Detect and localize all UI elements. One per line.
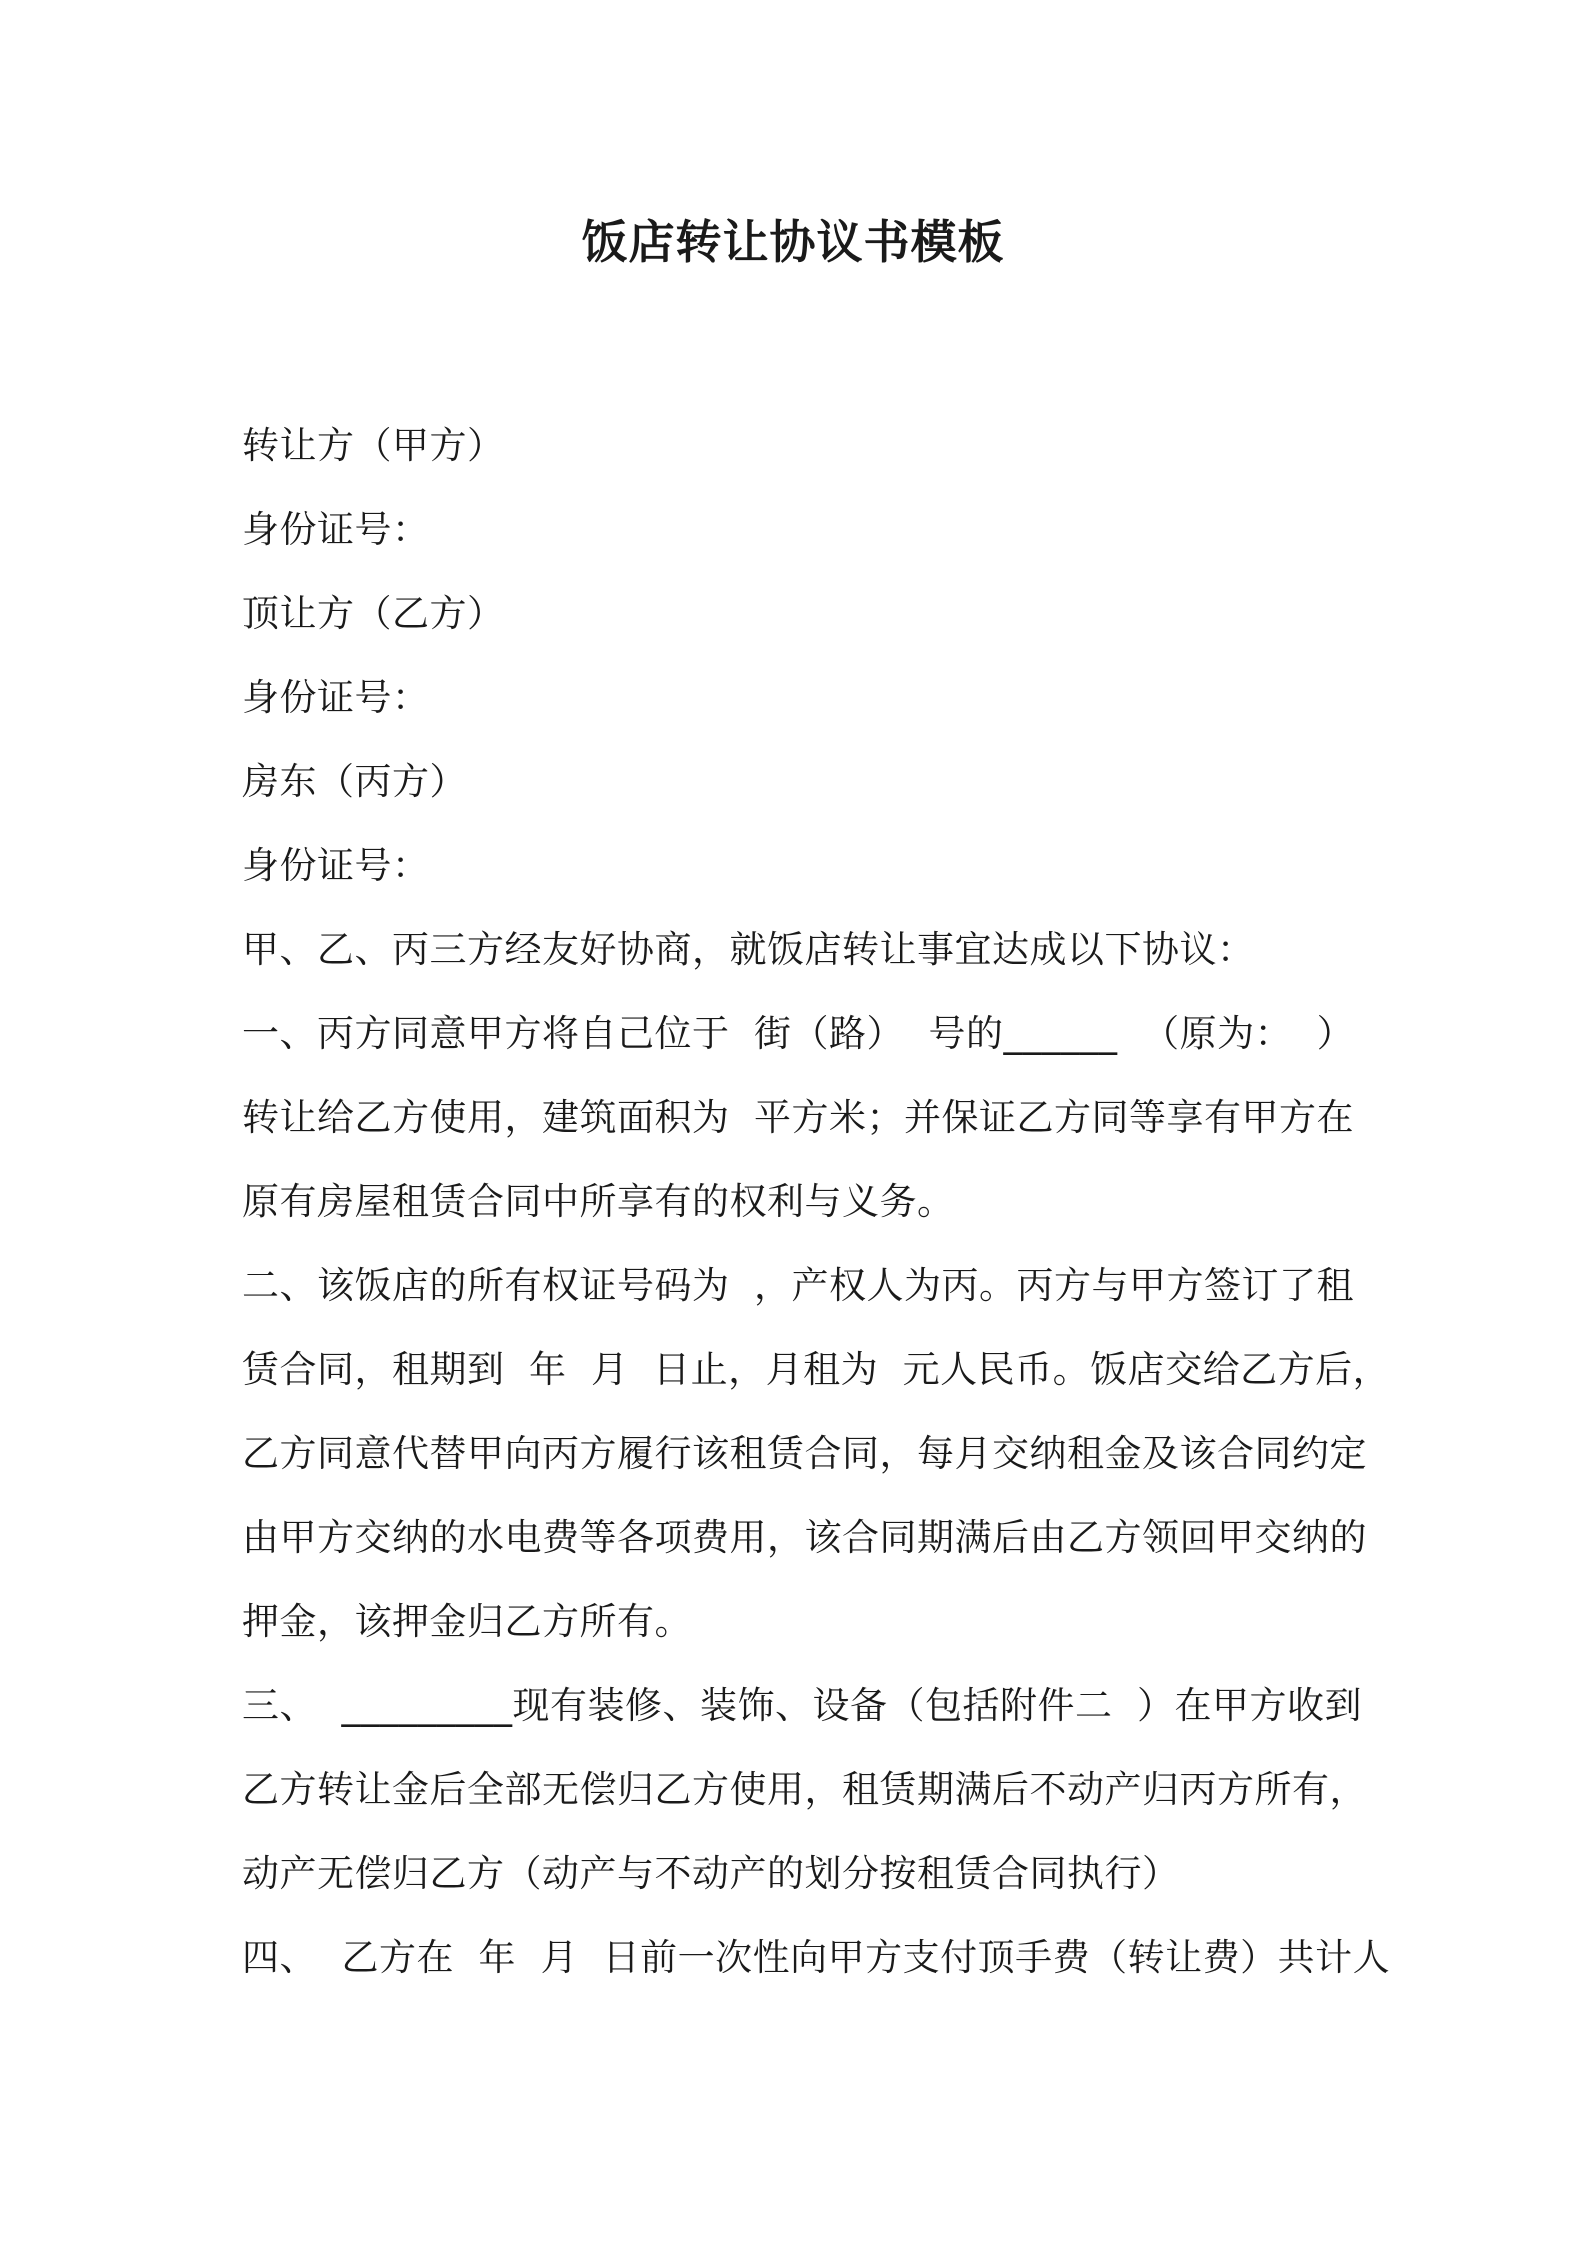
party-a-label: 转让方（甲方） — [242, 424, 505, 467]
document-title: 饭店转让协议书模板 — [581, 215, 1005, 269]
party-b-id-label: 身份证号： — [242, 676, 430, 719]
clause-3-line-1: 三、 _________现有装修、装饰、设备（包括附件二 ）在甲方收到 — [242, 1684, 1363, 1727]
clause-2-line-2: 赁合同，租期到 年 月 日止，月租为 元人民币。饭店交给乙方后， — [242, 1348, 1391, 1391]
clause-1-line-3: 原有房屋租赁合同中所享有的权利与义务。 — [242, 1180, 955, 1223]
clause-2-line-4: 由甲方交纳的水电费等各项费用，该合同期满后由乙方领回甲交纳的 — [242, 1516, 1367, 1559]
clause-2-line-1: 二、该饭店的所有权证号码为 ，产权人为丙。丙方与甲方签订了租 — [242, 1264, 1355, 1307]
party-c-id-label: 身份证号： — [242, 844, 430, 887]
clause-1-line-1: 一、丙方同意甲方将自己位于 街（路） 号的______ （原为： ） — [242, 1012, 1355, 1055]
clause-1-line-2: 转让给乙方使用，建筑面积为 平方米；并保证乙方同等享有甲方在 — [242, 1096, 1355, 1139]
clause-2-line-5: 押金，该押金归乙方所有。 — [242, 1600, 692, 1643]
agreement-intro: 甲、乙、丙三方经友好协商，就饭店转让事宜达成以下协议： — [242, 928, 1255, 971]
party-a-id-label: 身份证号： — [242, 508, 430, 551]
party-c-label: 房东（丙方） — [242, 760, 467, 803]
clause-3-line-3: 动产无偿归乙方（动产与不动产的划分按租赁合同执行） — [242, 1852, 1180, 1895]
document-body — [242, 404, 1391, 2000]
clause-2-line-3: 乙方同意代替甲向丙方履行该租赁合同，每月交纳租金及该合同约定 — [242, 1432, 1367, 1475]
clause-4-line-1: 四、 乙方在 年 月 日前一次性向甲方支付顶手费（转让费）共计人 — [242, 1936, 1391, 1979]
party-b-label: 顶让方（乙方） — [242, 592, 505, 635]
clause-3-line-2: 乙方转让金后全部无偿归乙方使用，租赁期满后不动产归丙方所有， — [242, 1768, 1367, 1811]
